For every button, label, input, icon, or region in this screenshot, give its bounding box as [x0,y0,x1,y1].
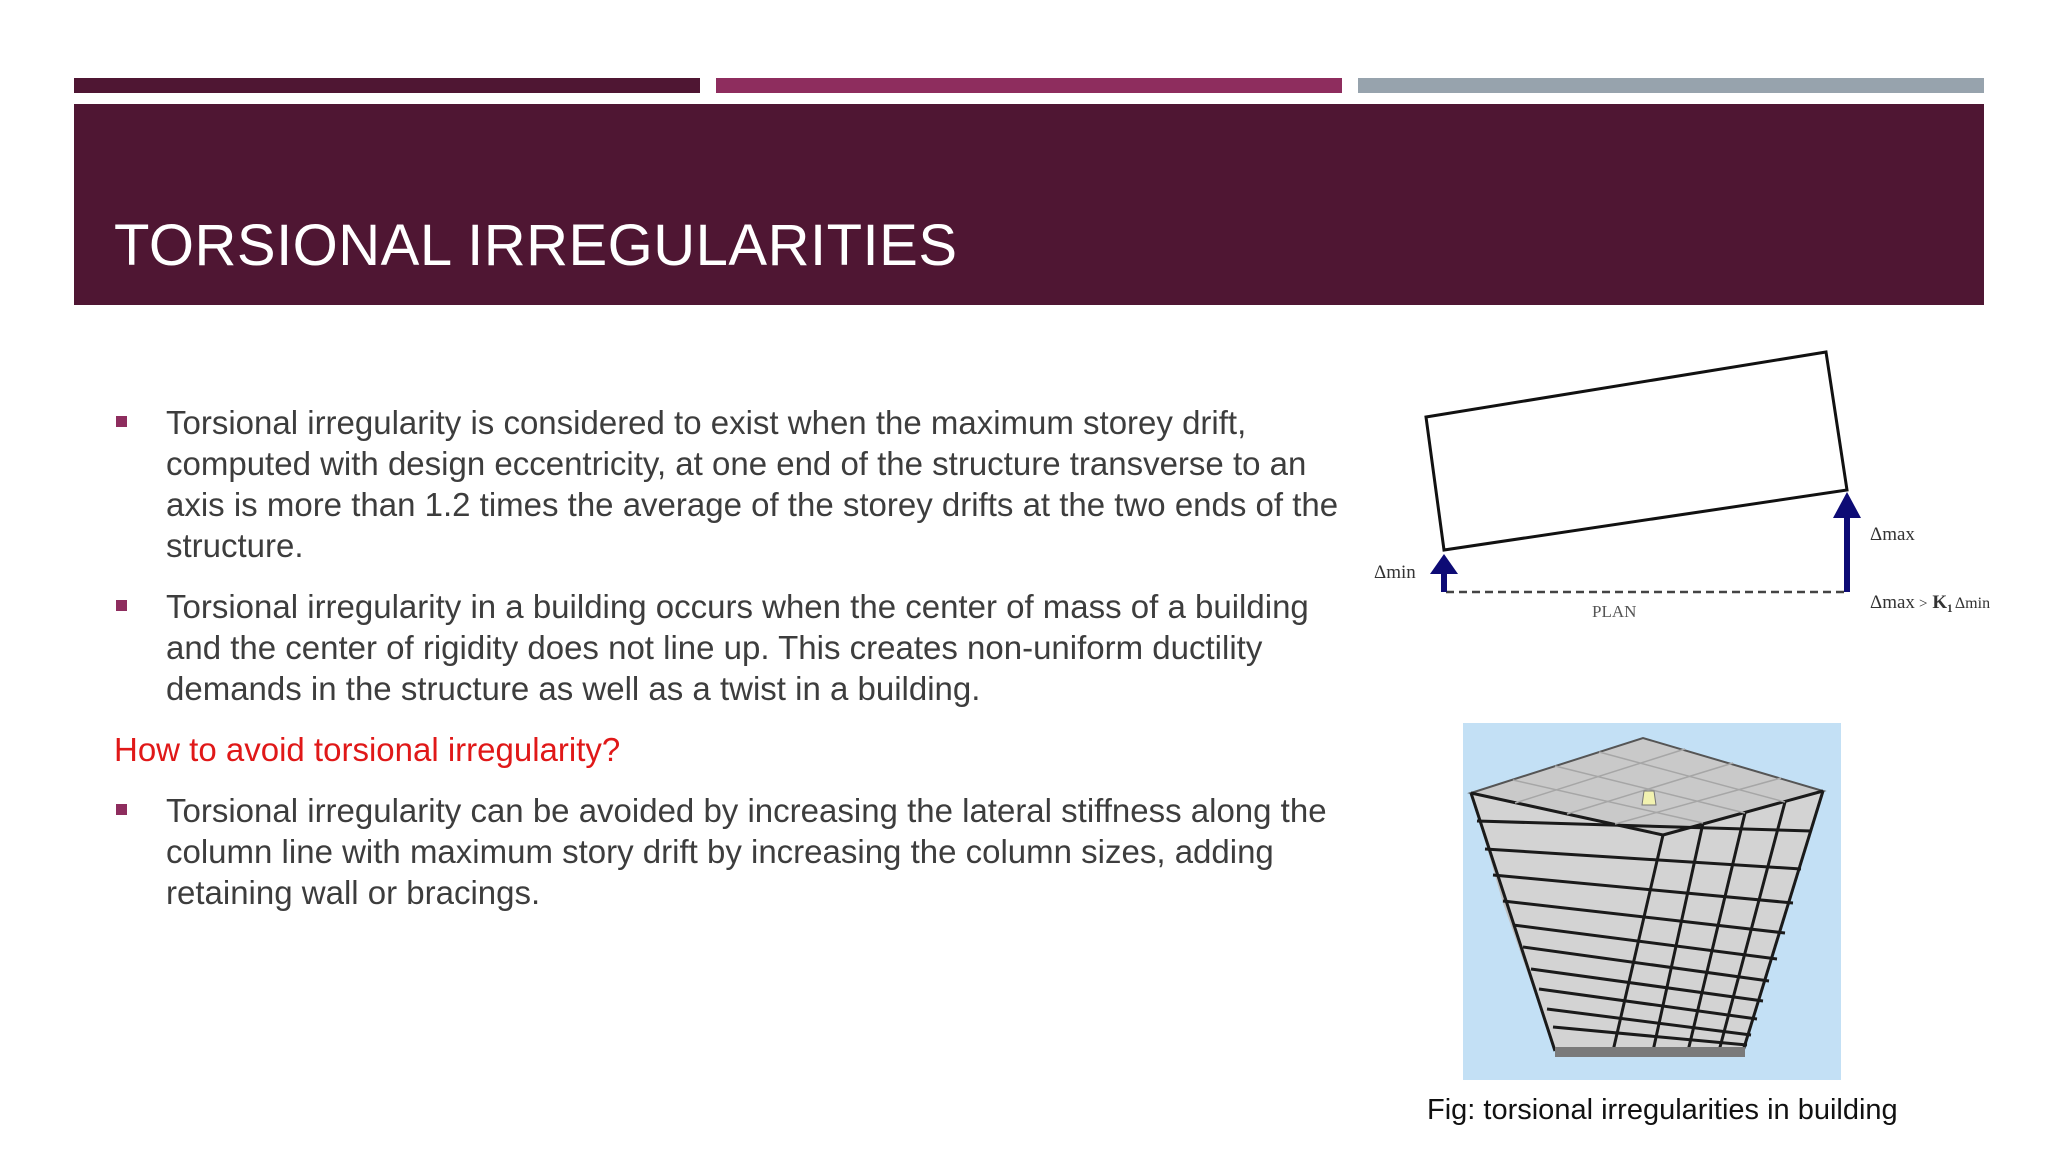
bullet-square-icon [116,416,127,427]
delta-max-arrow [1833,492,1861,592]
condition-rhs: Δmin [1954,595,1991,612]
condition-lhs: Δmax [1870,592,1915,613]
delta-min-arrow [1430,554,1458,592]
question-heading: How to avoid torsional irregularity? [114,731,621,768]
accent-bar-gray [1358,78,1984,93]
plan-label: PLAN [1592,602,1637,621]
bullet-square-icon [116,804,127,815]
condition-k: K₁ [1932,592,1953,613]
slide-title: TORSIONAL IRREGULARITIES [114,213,958,278]
drift-condition-label [1870,592,1990,613]
plan-drift-diagram [1370,340,2030,630]
accent-bar-magenta [716,78,1342,93]
bullet-item [114,586,1354,709]
condition-operator: > [1918,596,1928,612]
ground-base [1555,1047,1745,1057]
figure-caption: Fig: torsional irregularities in building [1427,1094,1898,1126]
bullet-text: Torsional irregularity in a building occurs when the center of mass of a building and the center of rigidity does not line up. This creates non-uniform ductility demands in the structure as well as a twist in a building. [166,588,1309,707]
rotated-plan-outline [1426,352,1847,550]
bullet-item [114,790,1354,913]
accent-bar-dark [74,78,700,93]
delta-max-label: Δmax [1870,524,1915,545]
bullet-square-icon [116,600,127,611]
bullet-item [114,402,1354,566]
bullet-text: Torsional irregularity is considered to exist when the maximum storey drift, computed with design eccentricity, at one end of the structure transverse to an axis is more than 1.2 times the average of the storey drifts at the two ends of the structure. [166,404,1339,564]
slide-content [114,402,1354,933]
delta-min-label: Δmin [1374,562,1416,583]
roof-marker-icon [1642,791,1656,805]
twisted-building-illustration [1463,723,1841,1080]
bullet-text: Torsional irregularity can be avoided by increasing the lateral stiffness along the column line with maximum story drift by increasing the column sizes, adding retaining wall or bracings. [166,792,1327,911]
